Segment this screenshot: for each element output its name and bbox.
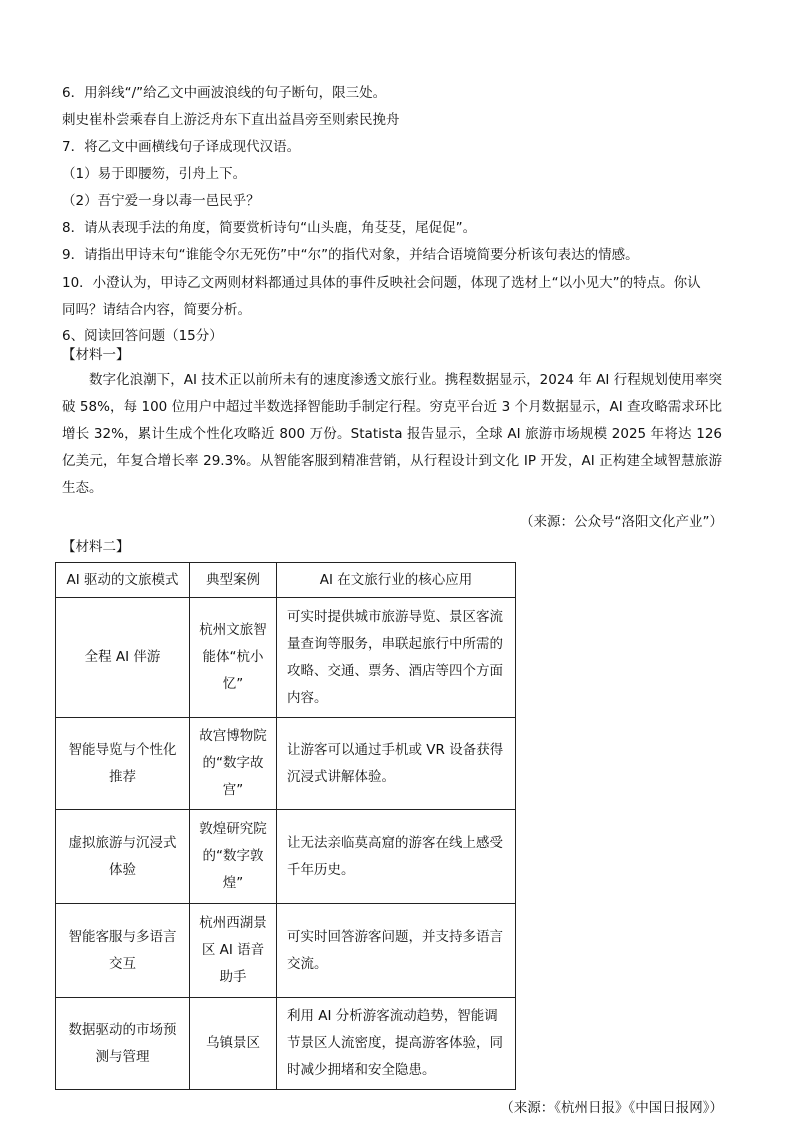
row-mode: 智能客服与多语言交互 — [56, 904, 190, 998]
row-case: 杭州西湖景区 AI 语音助手 — [190, 904, 277, 998]
row-application: 利用 AI 分析游客流动趋势，智能调节景区人流密度，提高游客体验，同时减少拥堵和安全隐患。 — [277, 998, 516, 1090]
row-case: 敦煌研究院的“数字敦煌” — [190, 810, 277, 904]
question-7: 7．将乙文中画横线句子译成现代汉语。 — [62, 139, 301, 155]
question-10-line-2: 同吗？请结合内容，简要分析。 — [62, 302, 251, 318]
row-application: 让游客可以通过手机或 VR 设备获得沉浸式讲解体验。 — [277, 718, 516, 810]
row-mode: 全程 AI 伴游 — [56, 598, 190, 718]
row-case: 乌镇景区 — [190, 998, 277, 1090]
row-case: 故宫博物院的“数字故宫” — [190, 718, 277, 810]
material-1-body: 数字化浪潮下，AI 技术正以前所未有的速度渗透文旅行业。携程数据显示，2024 年 AI 行程规划使用率突破 58%，每 100 位用户中超过半数选择智能助手制定行程。穷克平台近 3 个月数据显示，AI 查攻略需求环比增长 32%，累计生成个性化攻略近 800 万份。Statista 报告显示，全球 AI 旅游市场规模 2025 年将达 126 亿美元，年复合增长率 29.3%。从智能客服到精准营销，从行程设计到文化 IP 开发，AI 正构建全域智慧旅游生态。 — [62, 372, 722, 496]
question-6-text: 刺史崔朴尝乘春自上游泛舟东下直出益昌旁至则索民挽舟 — [62, 112, 400, 128]
material-1-source: （来源：公众号“洛阳文化产业”） — [520, 514, 723, 530]
header-case: 典型案例 — [190, 563, 277, 598]
row-mode: 虚拟旅游与沉浸式体验 — [56, 810, 190, 904]
material-2-source: （来源：《杭州日报》《中国日报网》） — [500, 1100, 723, 1116]
row-application: 可实时提供城市旅游导览、景区客流量查询等服务，串联起旅行中所需的攻略、交通、票务、酒店等四个方面内容。 — [277, 598, 516, 718]
question-9: 9．请指出甲诗末句“谁能令尔无死伤”中“尔”的指代对象，并结合语境简要分析该句表达的情感。 — [62, 247, 639, 263]
material-1-label: 【材料一】 — [62, 347, 130, 363]
section-heading: 6、阅读回答问题（15分） — [62, 328, 223, 344]
table-row — [56, 810, 516, 904]
question-7-item-1: （1）易于即腰笏，引舟上下。 — [62, 166, 247, 182]
row-application: 可实时回答游客问题，并支持多语言交流。 — [277, 904, 516, 998]
table-row — [56, 904, 516, 998]
header-application: AI 在文旅行业的核心应用 — [277, 563, 516, 598]
header-mode: AI 驱动的文旅模式 — [56, 563, 190, 598]
row-application: 让无法亲临莫高窟的游客在线上感受千年历史。 — [277, 810, 516, 904]
row-mode: 智能导览与个性化推荐 — [56, 718, 190, 810]
question-7-item-2: （2）吾宁爱一身以毒一邑民乎？ — [62, 193, 260, 209]
table-header-row — [56, 563, 516, 598]
table-row — [56, 998, 516, 1090]
row-case: 杭州文旅智能体“杭小忆” — [190, 598, 277, 718]
material-2-label: 【材料二】 — [62, 539, 130, 555]
material-2-table — [55, 562, 516, 1090]
row-mode: 数据驱动的市场预测与管理 — [56, 998, 190, 1090]
question-10-line-1: 10．小澄认为，甲诗乙文两则材料都通过具体的事件反映社会问题，体现了选材上“以小见大”的特点。你认 — [62, 275, 701, 291]
question-8: 8．请从表现手法的角度，简要赏析诗句“山头鹿，角芟芟，尾促促”。 — [62, 220, 477, 236]
question-6: 6．用斜线“/”给乙文中画波浪线的句子断句，限三处。 — [62, 85, 387, 101]
table-row — [56, 718, 516, 810]
table-row — [56, 598, 516, 718]
